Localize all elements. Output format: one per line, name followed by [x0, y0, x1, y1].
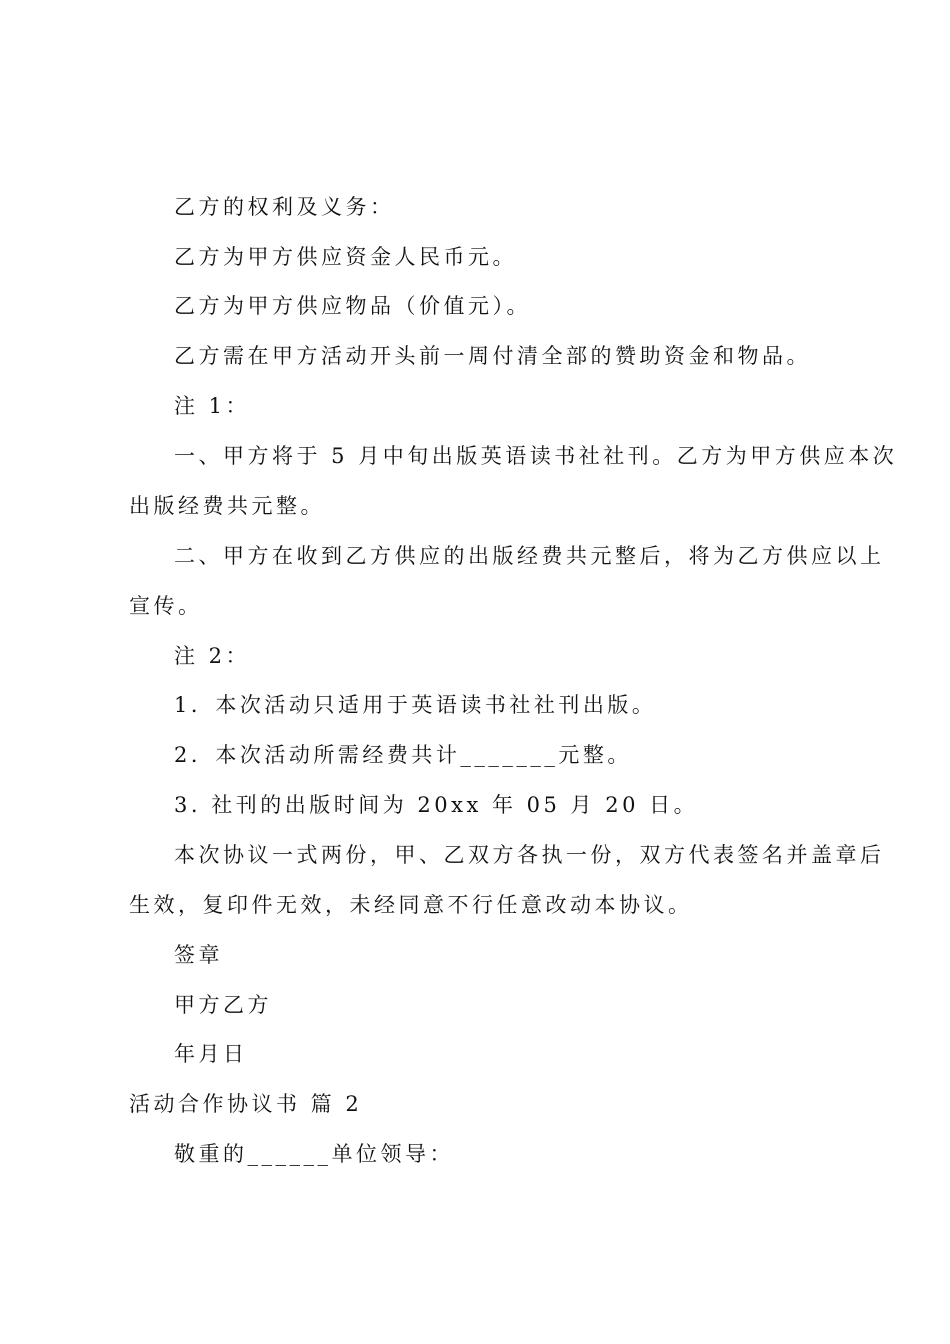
date-label: 年月日 [174, 1042, 248, 1066]
note-1-item-2-continued: 宣传。 [129, 594, 203, 618]
note-1-heading: 注 1： [174, 394, 251, 418]
party-b-payment-line: 乙方需在甲方活动开头前一周付清全部的赞助资金和物品。 [174, 344, 811, 368]
agreement-copies-line-continued: 生效，复印件无效，未经同意不行任意改动本协议。 [129, 893, 693, 917]
agreement-copies-line: 本次协议一式两份，甲、乙双方各执一份，双方代表签名并盖章后 [174, 843, 885, 867]
note-1-item-2: 二、甲方在收到乙方供应的出版经费共元整后，将为乙方供应以上 [174, 544, 885, 568]
note-1-item-1: 一、甲方将于 5 月中旬出版英语读书社社刊。乙方为甲方供应本次 [174, 444, 898, 468]
note-2-item-2: 2．本次活动所需经费共计_______元整。 [174, 743, 632, 767]
note-1-item-1-continued: 出版经费共元整。 [129, 494, 325, 518]
note-2-heading: 注 2： [174, 644, 251, 668]
signature-label: 签章 [174, 943, 223, 967]
party-b-rights-heading: 乙方的权利及义务： [174, 195, 395, 219]
party-b-goods-line: 乙方为甲方供应物品（价值元）。 [174, 294, 531, 318]
note-2-item-1: 1．本次活动只适用于英语读书社社刊出版。 [174, 693, 657, 717]
salutation-line: 敬重的______单位领导： [174, 1142, 454, 1166]
party-b-funding-line: 乙方为甲方供应资金人民币元。 [174, 245, 517, 269]
section-title: 活动合作协议书 篇 2 [129, 1092, 363, 1116]
parties-label: 甲方乙方 [174, 993, 272, 1017]
note-2-item-3: 3. 社刊的出版时间为 20xx 年 05 月 20 日。 [174, 793, 699, 817]
